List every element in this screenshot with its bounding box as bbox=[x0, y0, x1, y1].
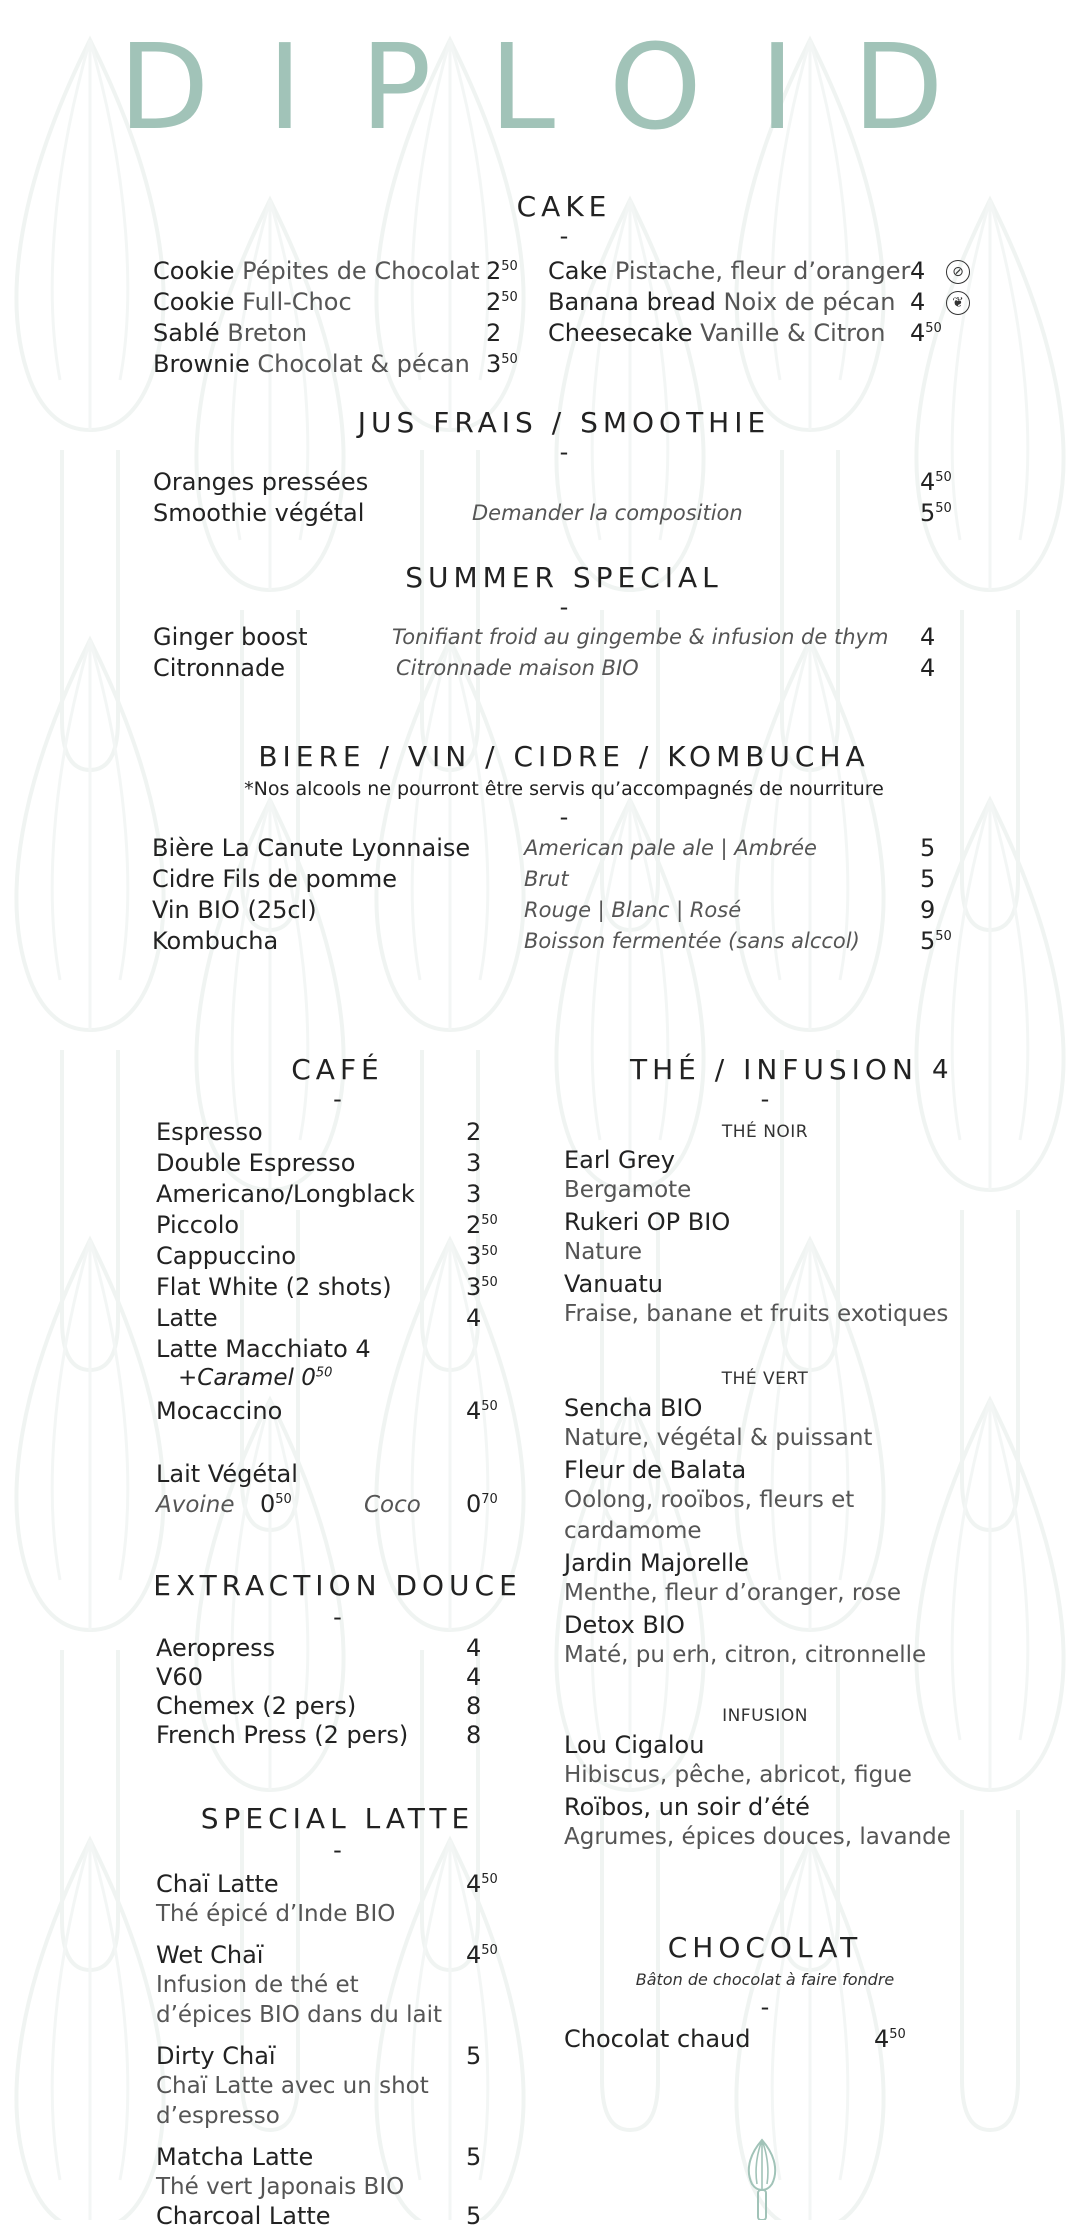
the-vert-item-desc: Maté, pu erh, citron, citronnelle bbox=[564, 1642, 927, 1668]
mocaccino-name: Mocaccino bbox=[156, 1397, 283, 1425]
special-item-price: 5 bbox=[466, 2042, 482, 2070]
the-infusion-item-name: Lou Cigalou bbox=[564, 1731, 705, 1759]
extraction-item-price: 4 bbox=[466, 1663, 482, 1691]
the-vert-item-name: Jardin Majorelle bbox=[564, 1549, 749, 1577]
biere-item-price: 9 bbox=[920, 896, 936, 924]
extraction-title: EXTRACTION DOUCE bbox=[153, 1569, 522, 1602]
cafe-item-price: 3 bbox=[466, 1149, 482, 1177]
special-item-desc: Infusion de thé et bbox=[156, 1972, 359, 1998]
the-vert-item-desc: Nature, végétal & puissant bbox=[564, 1425, 873, 1451]
chocolat-title: CHOCOLAT bbox=[667, 1931, 863, 1964]
the-infusion-label: INFUSION bbox=[722, 1706, 808, 1726]
chocolat-chaud-name: Chocolat chaud bbox=[564, 2025, 751, 2053]
biere-item-name: Kombucha bbox=[152, 927, 279, 955]
biere-item-name: Bière La Canute Lyonnaise bbox=[152, 834, 471, 862]
jus-item-desc: Demander la composition bbox=[472, 501, 743, 525]
cafe-item-price: 3 bbox=[466, 1180, 482, 1208]
vegan-icon: ❦ bbox=[946, 291, 970, 315]
chocolat-chaud-price: $4^{50}$ bbox=[874, 2025, 906, 2053]
special-item-name: Chaï Latte bbox=[156, 1870, 279, 1898]
cake-item: Brownie Chocolat & pécan bbox=[153, 350, 470, 378]
cake-item-price: 4 bbox=[910, 257, 926, 285]
whisk-icon bbox=[742, 2138, 782, 2220]
special-item-price: 5 bbox=[466, 2143, 482, 2171]
macchiato-name: Latte Macchiato 4 bbox=[156, 1335, 371, 1363]
cake-item-price: $3^{50}$ bbox=[486, 350, 518, 378]
the-vert-item-desc: Oolong, rooïbos, fleurs et bbox=[564, 1487, 855, 1513]
biere-dash: - bbox=[559, 803, 569, 831]
extraction-dash: - bbox=[333, 1603, 342, 1631]
cake-item: Sablé Breton bbox=[153, 319, 308, 347]
summer-item-price: 4 bbox=[920, 654, 936, 682]
special-item-desc: Thé épicé d’Inde BIO bbox=[156, 1901, 396, 1927]
the-vert-item-desc: cardamome bbox=[564, 1518, 702, 1544]
special-item-desc: d’espresso bbox=[156, 2103, 280, 2129]
cafe-item-name: Double Espresso bbox=[156, 1149, 356, 1177]
cake-title: CAKE bbox=[516, 190, 612, 223]
gluten-free-icon: ⊘ bbox=[946, 260, 970, 284]
the-vert-label: THÉ VERT bbox=[721, 1369, 809, 1389]
summer-item-desc: Citronnade maison BIO bbox=[396, 656, 639, 680]
the-vert-item-desc: Menthe, fleur d’oranger, rose bbox=[564, 1580, 902, 1606]
biere-item-desc: American pale ale | Ambrée bbox=[524, 836, 817, 860]
jus-title: JUS FRAIS / SMOOTHIE bbox=[357, 406, 771, 439]
charcoal-latte-price: 5 bbox=[466, 2202, 482, 2230]
lait-avoine-price: $0^{50}$ bbox=[260, 1490, 292, 1518]
special-item-desc: Thé vert Japonais BIO bbox=[156, 2174, 405, 2200]
summer-item-name: Citronnade bbox=[153, 654, 285, 682]
biere-item-desc: Boisson fermentée (sans alccol) bbox=[524, 929, 860, 953]
special-item-name: Matcha Latte bbox=[156, 2143, 314, 2171]
the-noir-item-name: Vanuatu bbox=[564, 1270, 664, 1298]
special-item-desc: Chaï Latte avec un shot bbox=[156, 2073, 429, 2099]
cake-item-price: $2^{50}$ bbox=[486, 257, 518, 285]
lait-coco-price: $0^{70}$ bbox=[466, 1490, 498, 1518]
cafe-item-name: Cappuccino bbox=[156, 1242, 297, 1270]
the-title: THÉ / INFUSION bbox=[630, 1053, 918, 1086]
cake-item-price: $2^{50}$ bbox=[486, 288, 518, 316]
biere-note: *Nos alcools ne pourront être servis qu’accompagnés de nourriture bbox=[244, 778, 884, 800]
biere-item-desc: Rouge | Blanc | Rosé bbox=[524, 898, 742, 922]
cafe-dash: - bbox=[333, 1085, 342, 1113]
cake-item-price: 2 bbox=[486, 319, 502, 347]
biere-title: BIERE / VIN / CIDRE / KOMBUCHA bbox=[258, 740, 870, 773]
the-infusion-item-desc: Hibiscus, pêche, abricot, figue bbox=[564, 1762, 912, 1788]
the-dash: - bbox=[760, 1085, 770, 1113]
extraction-item-price: 4 bbox=[466, 1634, 482, 1662]
biere-item-price: 5 bbox=[920, 834, 936, 862]
biere-item-price: $5^{50}$ bbox=[920, 927, 952, 955]
the-noir-label: THÉ NOIR bbox=[721, 1122, 809, 1142]
chocolat-dash: - bbox=[760, 1993, 770, 2021]
cafe-item-name: Americano/Longblack bbox=[156, 1180, 415, 1208]
lait-avoine: Avoine bbox=[156, 1492, 235, 1518]
extraction-item-name: French Press (2 pers) bbox=[156, 1721, 409, 1749]
cafe-item-price: $3^{50}$ bbox=[466, 1273, 498, 1301]
cake-item-price: 4 bbox=[910, 288, 926, 316]
extraction-item-name: V60 bbox=[156, 1663, 203, 1691]
cafe-item-price: $2^{50}$ bbox=[466, 1211, 498, 1239]
the-noir-item-desc: Nature bbox=[564, 1239, 642, 1265]
chocolat-subtitle: Bâton de chocolat à faire fondre bbox=[635, 1970, 895, 1989]
the-vert-item-name: Fleur de Balata bbox=[564, 1456, 747, 1484]
extraction-item-price: 8 bbox=[466, 1721, 482, 1749]
cafe-item-name: Latte bbox=[156, 1304, 218, 1332]
the-price: 4 bbox=[932, 1055, 949, 1085]
summer-title: SUMMER SPECIAL bbox=[405, 561, 723, 594]
cake-item: Banana bread Noix de pécan bbox=[548, 288, 896, 316]
lait-coco: Coco bbox=[364, 1492, 421, 1518]
the-noir-item-name: Earl Grey bbox=[564, 1146, 675, 1174]
extraction-item-name: Chemex (2 pers) bbox=[156, 1692, 357, 1720]
summer-item-price: 4 bbox=[920, 623, 936, 651]
cafe-item-price: $3^{50}$ bbox=[466, 1242, 498, 1270]
the-infusion-item-name: Roïbos, un soir d’été bbox=[564, 1793, 810, 1821]
the-vert-item-name: Sencha BIO bbox=[564, 1394, 703, 1422]
biere-item-name: Cidre Fils de pomme bbox=[152, 865, 397, 893]
summer-item-name: Ginger boost bbox=[153, 623, 308, 651]
cake-dash: - bbox=[559, 222, 569, 250]
jus-item-price: $4^{50}$ bbox=[920, 468, 952, 496]
extraction-item-price: 8 bbox=[466, 1692, 482, 1720]
cafe-title: CAFÉ bbox=[291, 1053, 384, 1086]
cake-item: Cookie Full-Choc bbox=[153, 288, 352, 316]
special-item-name: Wet Chaï bbox=[156, 1941, 264, 1969]
cake-item: Cake Pistache, fleur d’oranger bbox=[548, 257, 911, 285]
special-item-price: $4^{50}$ bbox=[466, 1941, 498, 1969]
the-noir-item-name: Rukeri OP BIO bbox=[564, 1208, 731, 1236]
jus-item-name: Oranges pressées bbox=[153, 468, 369, 496]
biere-item-desc: Brut bbox=[524, 867, 569, 891]
jus-item-price: $5^{50}$ bbox=[920, 499, 952, 527]
biere-item-price: 5 bbox=[920, 865, 936, 893]
cafe-item-name: Espresso bbox=[156, 1118, 263, 1146]
charcoal-latte-name: Charcoal Latte bbox=[156, 2202, 331, 2230]
cafe-item-name: Flat White (2 shots) bbox=[156, 1273, 392, 1301]
cafe-item-price: 4 bbox=[466, 1304, 482, 1332]
the-infusion-item-desc: Agrumes, épices douces, lavande bbox=[564, 1824, 951, 1850]
special-dash: - bbox=[333, 1836, 342, 1864]
jus-dash: - bbox=[559, 438, 569, 466]
macchiato-extra: +Caramel $0^{50}$ bbox=[178, 1365, 333, 1391]
brand-logo: DIPLOID bbox=[118, 18, 1002, 156]
summer-item-desc: Tonifiant froid au gingembe & infusion de thym bbox=[392, 625, 889, 649]
extraction-item-name: Aeropress bbox=[156, 1634, 276, 1662]
summer-dash: - bbox=[559, 593, 569, 621]
jus-item-name: Smoothie végétal bbox=[153, 499, 365, 527]
the-vert-item-name: Detox BIO bbox=[564, 1611, 685, 1639]
cake-item-price: $4^{50}$ bbox=[910, 319, 942, 347]
special-item-desc: d’épices BIO dans du lait bbox=[156, 2002, 443, 2028]
cafe-item-name: Piccolo bbox=[156, 1211, 240, 1239]
mocaccino-price: $4^{50}$ bbox=[466, 1397, 498, 1425]
the-noir-item-desc: Fraise, banane et fruits exotiques bbox=[564, 1301, 949, 1327]
biere-item-name: Vin BIO (25cl) bbox=[152, 896, 317, 924]
cake-item: Cheesecake Vanille & Citron bbox=[548, 319, 886, 347]
cake-item: Cookie Pépites de Chocolat bbox=[153, 257, 480, 285]
lait-title: Lait Végétal bbox=[156, 1460, 298, 1488]
special-title: SPECIAL LATTE bbox=[200, 1802, 475, 1835]
special-item-price: $4^{50}$ bbox=[466, 1870, 498, 1898]
the-noir-item-desc: Bergamote bbox=[564, 1177, 692, 1203]
special-item-name: Dirty Chaï bbox=[156, 2042, 276, 2070]
cafe-item-price: 2 bbox=[466, 1118, 482, 1146]
